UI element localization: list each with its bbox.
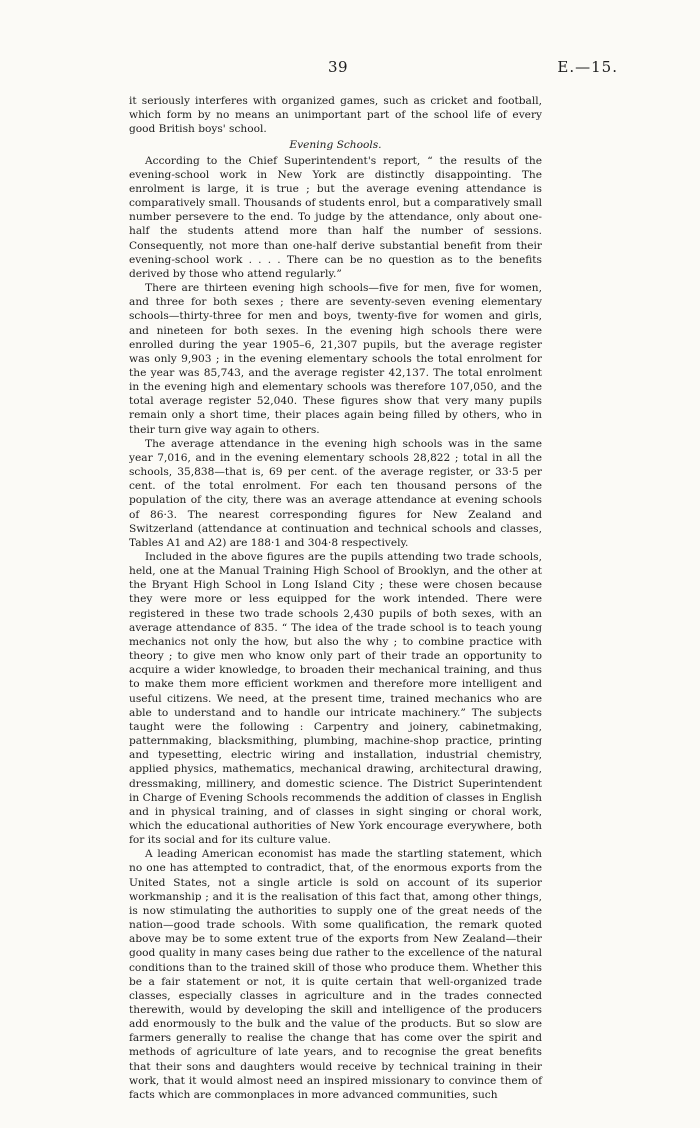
paragraph: The average attendance in the evening high schools was in the same year 7,016, and in the evening elementary schools 28,822 ; total in all the schools, 35,838—that is, 69 per cent. of the average register, or 33·5 per cent. of the total enrolment. For each ten thousand persons of the population of the city, there was an average attendance at evening schools of 86·3. The nearest corresponding figures for New Zealand and Switzerland (attendance at continuation and technical schools and classes, Tables A1 and A2) are 188·1 and 304·8 respectively.	[129, 437, 542, 549]
paragraph: According to the Chief Superintendent's report, “ the results of the evening-school work in New York are distinctly disappointing. The enrolment is large, it is true ; but the average evening attendance is comparatively small. Thousands of students enrol, but a comparatively small number persevere to the end. To judge by the attendance, only about one-half the students attend more than half the number of sessions. Consequently, not more than one-half derive substantial benefit from their evening-school work . . . . There can be no question as to the benefits derived by those who attend regularly.”	[129, 154, 542, 280]
page-number: 39	[327, 58, 349, 76]
paragraph: There are thirteen evening high schools—five for men, five for women, and three for both sexes ; there are seventy-seven evening elementary schools—thirty-three for men and boys, twenty-five for women and girls, and nineteen for both sexes. In the evening high schools there were enrolled during the year 1905–6, 21,307 pupils, but the average register was only 9,903 ; in the evening elementary schools the total enrolment for the year was 85,743, and the average register 42,137. The total enrolment in the evening high and elementary schools was therefore 107,050, and the total average register 52,040. These figures show that very many pupils remain only a short time, their places again being filled by others, who in their turn give way again to others.	[129, 282, 542, 436]
paragraph-intro: it seriously interferes with organized games, such as cricket and football, which form by no means an unimportant part of the school life of every good British boys' school.	[129, 95, 542, 136]
body-text	[129, 94, 542, 1102]
paragraph: A leading American economist has made the startling statement, which no one has attempted to contradict, that, of the enormous exports from the United States, not a single article is sold on account of its superior workmanship ; and it is the realisation of this fact that, among other things, is now stimulating the authorities to supply one of the great needs of the nation—good trade schools. With some qualification, the remark quoted above may be to some extent true of the exports from New Zealand—their good quality in many cases being due rather to the excellence of the natural conditions than to the trained skill of those who produce them. Whether this be a fair statement or not, it is quite certain that well-organized trade classes, especially classes in agriculture and in the trades connected therewith, would by developing the skill and intelligence of the producers add enormously to the bulk and the value of the products. But so slow are farmers generally to realise the change that has come over the spirit and methods of agriculture of late years, and to recognise the great benefits that their sons and daughters would receive by technical training in their work, that it would almost need an inspired missionary to convince them of facts which are commonplaces in more advanced communities, such	[129, 848, 542, 1101]
document-reference: E.—15.	[557, 58, 618, 76]
section-heading: Evening Schools.	[289, 139, 382, 152]
paragraph: Included in the above figures are the pupils attending two trade schools, held, one at the Manual Training High School of Brooklyn, and the other at the Bryant High School in Long Island City ; these were chosen because they were more or less equipped for the work intended. There were registered in these two trade schools 2,430 pupils of both sexes, with an average attendance of 835. “ The idea of the trade school is to teach young mechanics not only the how, but also the why ; to combine practice with theory ; to give men who know only part of their trade an opportunity to acquire a wider knowledge, to broaden their mechanical training, and thus to make them more efficient workmen and therefore more intelligent and useful citizens. We need, at the present time, trained mechanics who are able to understand and to handle our intricate machinery.” The subjects taught were the following : Carpentry and joinery, cabinetmaking, patternmaking, blacksmithing, plumbing, machine-shop practice, printing and typesetting, electric wiring and installation, industrial chemistry, applied physics, mathematics, mechanical drawing, architectural drawing, dressmaking, millinery, and domestic science. The District Superintendent in Charge of Evening Schools recommends the addition of classes in English and in physical training, and of classes in sight singing or choral work, which the educational authorities of New York encourage everywhere, both for its social and for its culture value.	[129, 551, 542, 847]
